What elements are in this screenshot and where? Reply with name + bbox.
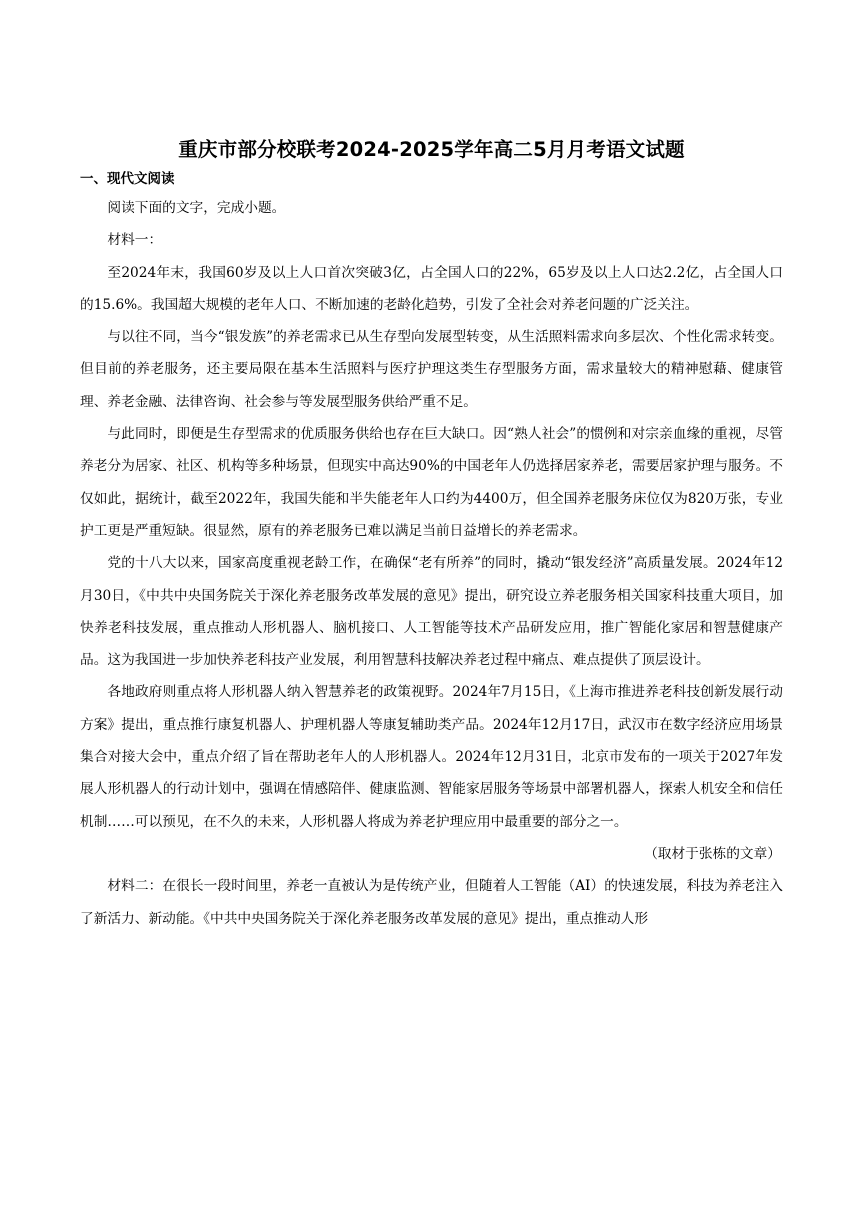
document-page <box>80 134 783 935</box>
paragraph: 至2024年末，我国60岁及以上人口首次突破3亿，占全国人口的22%，65岁及以上人口达2.2亿，占全国人口的15.6%。我国超大规模的老年人口、不断加速的老龄化趋势，引发了全社会对养老问题的广泛关注。 <box>80 264 783 313</box>
document-title: 重庆市部分校联考2024-2025学年高二5月月考语文试题 <box>178 138 685 161</box>
paragraph: 各地政府则重点将人形机器人纳入智慧养老的政策视野。2024年7月15日，《上海市推进养老科技创新发展行动方案》提出，重点推行康复机器人、护理机器人等康复辅助类产品。2024年12月17日，武汉市在数字经济应用场景集合对接大会中，重点介绍了旨在帮助老年人的人形机器人。2024年12月31日，北京市发布的一项关于2027年发展人形机器人的行动计划中，强调在情感陪伴、健康监测、智能家居服务等场景中部署机器人，探索人机安全和信任机制……可以预见，在不久的未来，人形机器人将成为养老护理应用中最重要的部分之一。 <box>80 684 783 830</box>
section-heading: 一、现代文阅读 <box>80 171 175 187</box>
source-note: （取材于张栋的文章） <box>644 845 781 862</box>
paragraph: 与此同时，即便是生存型需求的优质服务供给也存在巨大缺口。因“熟人社会”的惯例和对宗亲血缘的重视，尽管养老分为居家、社区、机构等多种场景，但现实中高达90%的中国老年人仍选择居家养老，需要居家护理与服务。不仅如此，据统计，截至2022年，我国失能和半失能老年人口约为4400万，但全国养老服务床位仅为820万张，专业护工更是严重短缺。很显然，原有的养老服务已难以满足当前日益增长的养老需求。 <box>80 426 783 539</box>
material-one-label: 材料一： <box>107 232 163 249</box>
paragraph: 党的十八大以来，国家高度重视老龄工作，在确保“老有所养”的同时，撬动“银发经济”高质量发展。2024年12月30日，《中共中央国务院关于深化养老服务改革发展的意见》提出，研究设立养老服务相关国家科技重大项目，加快养老科技发展，重点推动人形机器人、脑机接口、人工智能等技术产品研发应用，推广智能化家居和智慧健康产品。这为我国进一步加快养老科技产业发展，利用智慧科技解决养老过程中痛点、难点提供了顶层设计。 <box>80 555 783 669</box>
material-two-paragraph: 材料二：在很长一段时间里，养老一直被认为是传统产业，但随着人工智能（AI）的快速发展，科技为养老注入了新活力、新动能。《中共中央国务院关于深化养老服务改革发展的意见》提出，重点推动人形 <box>80 878 783 927</box>
paragraph: 与以往不同，当今“银发族”的养老需求已从生存型向发展型转变，从生活照料需求向多层次、个性化需求转变。但目前的养老服务，还主要局限在基本生活照料与医疗护理这类生存型服务方面，需求量较大的精神慰藉、健康管理、养老金融、法律咨询、社会参与等发展型服务供给严重不足。 <box>80 329 783 410</box>
instruction-text: 阅读下面的文字，完成小题。 <box>107 200 286 216</box>
